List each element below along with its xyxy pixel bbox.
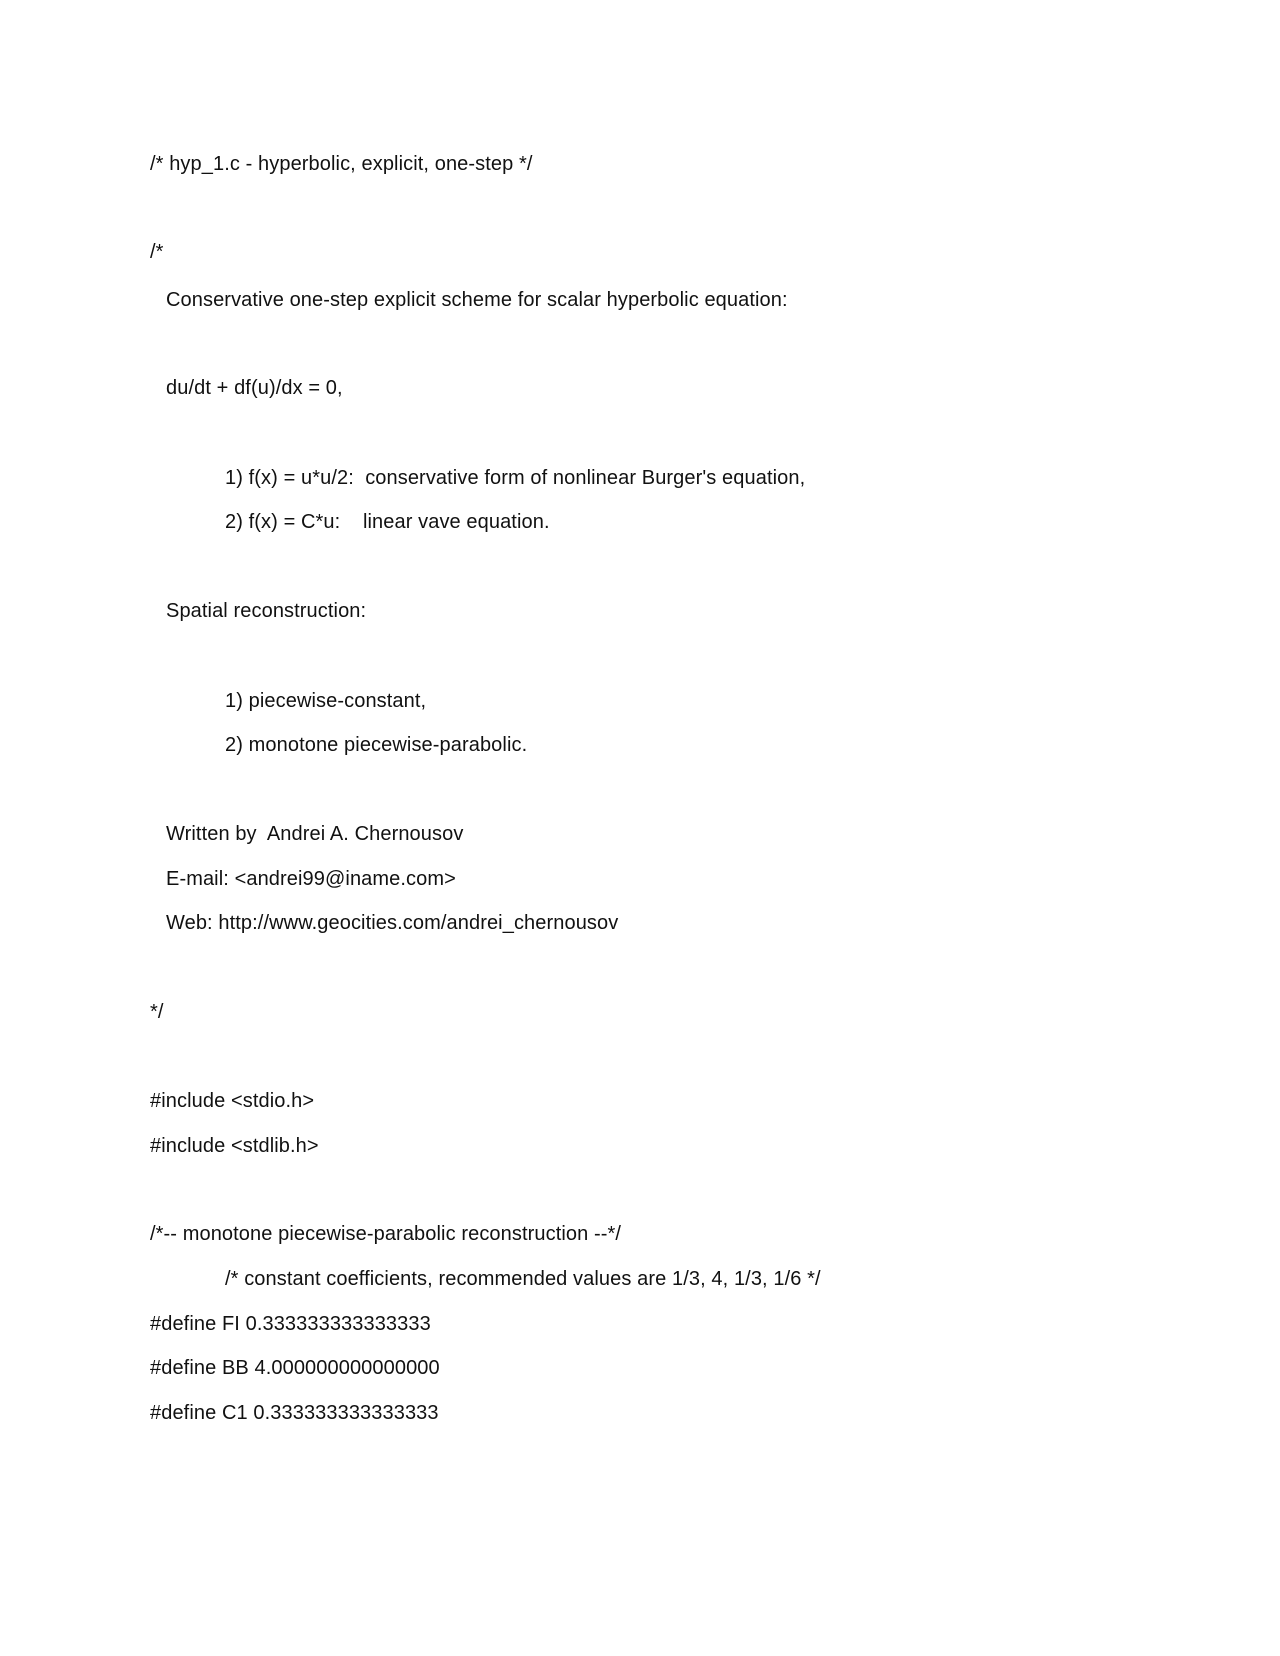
email-line: E-mail: <andrei99@iname.com> — [166, 868, 456, 890]
define-c1: #define C1 0.333333333333333 — [150, 1402, 439, 1424]
flux-option-1: 1) f(x) = u*u/2: conservative form of nonlinear Burger's equation, — [225, 467, 806, 489]
include-stdio: #include <stdio.h> — [150, 1090, 315, 1112]
reconstruction-label: Spatial reconstruction: — [166, 600, 367, 622]
file-header-comment: /* hyp_1.c - hyperbolic, explicit, one-step */ — [150, 153, 533, 175]
coefficients-comment: /* constant coefficients, recommended values are 1/3, 4, 1/3, 1/6 */ — [225, 1268, 821, 1290]
comment-open: /* — [150, 241, 164, 263]
reconstruction-option-2: 2) monotone piecewise-parabolic. — [225, 734, 528, 756]
comment-close: */ — [150, 1001, 164, 1023]
section-comment: /*-- monotone piecewise-parabolic reconstruction --*/ — [150, 1223, 622, 1245]
author-line: Written by Andrei A. Chernousov — [166, 823, 464, 845]
flux-option-2: 2) f(x) = C*u: linear vave equation. — [225, 511, 550, 533]
define-bb: #define BB 4.000000000000000 — [150, 1357, 440, 1379]
include-stdlib: #include <stdlib.h> — [150, 1135, 319, 1157]
define-fi: #define FI 0.333333333333333 — [150, 1313, 431, 1335]
web-line: Web: http://www.geocities.com/andrei_chernousov — [166, 912, 619, 934]
reconstruction-option-1: 1) piecewise-constant, — [225, 690, 427, 712]
equation-line: du/dt + df(u)/dx = 0, — [166, 377, 343, 399]
description-line: Conservative one-step explicit scheme for scalar hyperbolic equation: — [166, 289, 788, 311]
